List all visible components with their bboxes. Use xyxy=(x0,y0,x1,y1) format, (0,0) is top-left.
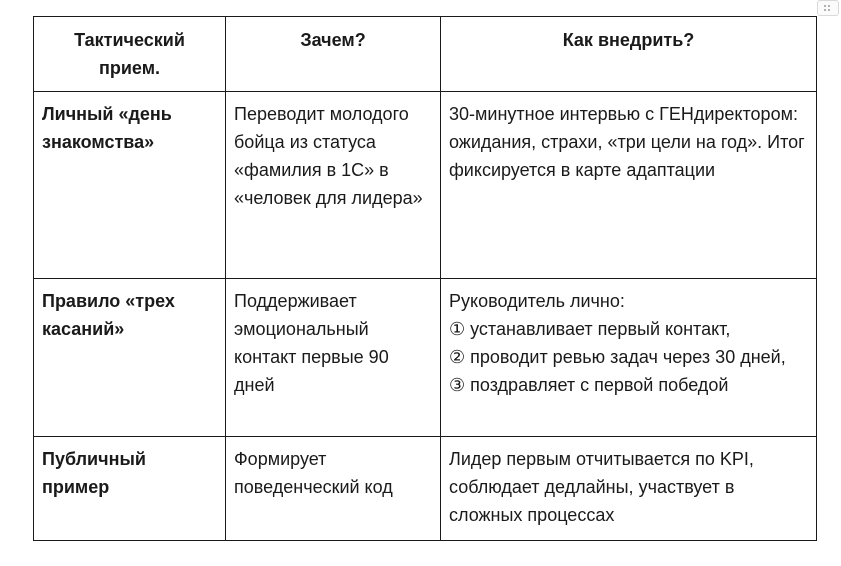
table-header-row xyxy=(34,17,817,92)
tactics-table xyxy=(33,16,817,541)
table-row xyxy=(34,279,817,437)
tactic-name-cell: Правило «трех касаний» xyxy=(34,279,226,437)
how-line: ① устанавливает первый контакт, xyxy=(449,319,731,339)
header-how: Как внедрить? xyxy=(441,17,817,92)
table-row xyxy=(34,92,817,279)
header-tactic: Тактический прием. xyxy=(34,17,226,92)
tactic-how-cell xyxy=(441,92,817,279)
tactic-name-cell: Личный «день знакомства» xyxy=(34,92,226,279)
tactic-why-cell: Переводит молодого бойца из статуса «фамилия в 1С» в «человек для лидера» xyxy=(226,92,441,279)
header-why: Зачем? xyxy=(226,17,441,92)
how-text: Лидер первым отчитывается по KPI, соблюдает дедлайны, участвует в сложных процессах xyxy=(449,449,754,525)
table-drag-handle[interactable] xyxy=(817,0,839,16)
how-line: ③ поздравляет с первой победой xyxy=(449,375,729,395)
tactic-how-cell xyxy=(441,437,817,541)
how-line: Руководитель лично: xyxy=(449,291,625,311)
how-line: ② проводит ревью задач через 30 дней, xyxy=(449,347,786,367)
tactic-name-cell: Публичный пример xyxy=(34,437,226,541)
tactic-why-cell: Поддерживает эмоциональный контакт первые 90 дней xyxy=(226,279,441,437)
how-text: 30-минутное интервью с ГЕНдиректором: ожидания, страхи, «три цели на год». Итог фиксируется в карте адаптации xyxy=(449,104,805,180)
drag-handle-icon xyxy=(823,4,833,12)
tactic-how-cell xyxy=(441,279,817,437)
table-row xyxy=(34,437,817,541)
tactic-why-cell: Формирует поведенческий код xyxy=(226,437,441,541)
